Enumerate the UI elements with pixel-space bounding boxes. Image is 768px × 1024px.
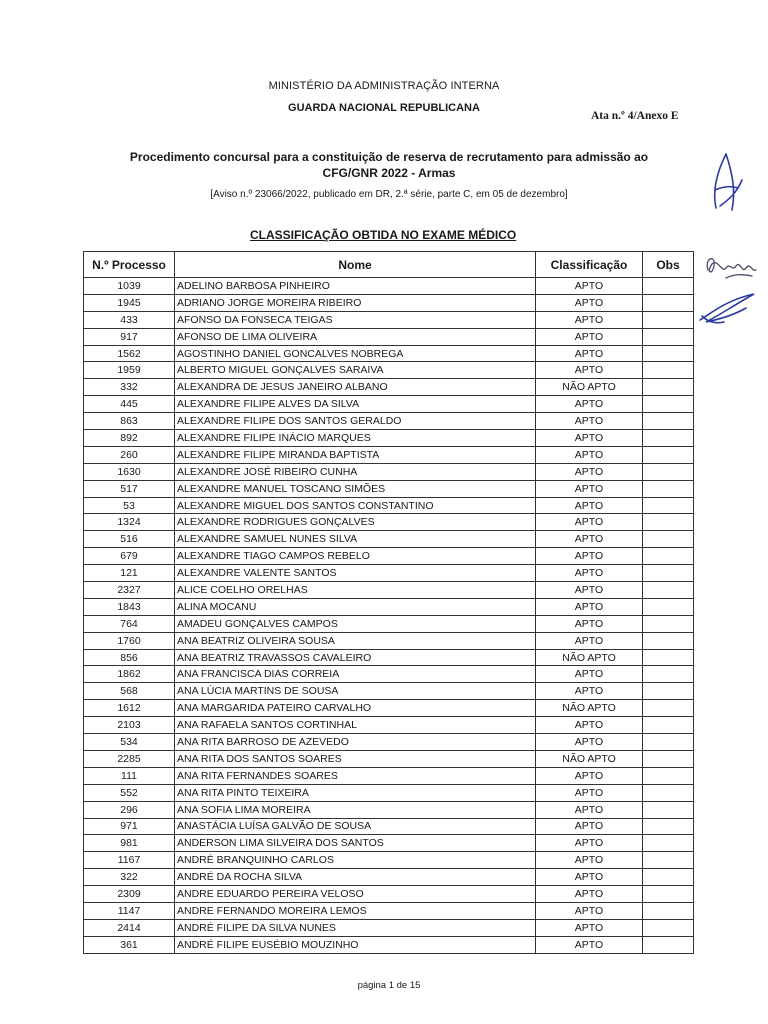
candidate-name-cell: ANDRÉ FILIPE EUSÉBIO MOUZINHO [175,936,536,953]
candidate-name-cell: AMADEU GONÇALVES CAMPOS [175,615,536,632]
table-row [84,480,694,497]
table-row [84,801,694,818]
obs-cell [643,548,694,565]
candidate-name-cell: ALEXANDRE MIGUEL DOS SANTOS CONSTANTINO [175,497,536,514]
candidate-name-cell: ANDRE EDUARDO PEREIRA VELOSO [175,886,536,903]
obs-cell [643,902,694,919]
obs-cell [643,632,694,649]
obs-cell [643,734,694,751]
process-number-cell: 1612 [84,700,175,717]
obs-cell [643,598,694,615]
process-number-cell: 2414 [84,919,175,936]
candidate-name-cell: ALEXANDRE TIAGO CAMPOS REBELO [175,548,536,565]
classification-cell: APTO [536,869,643,886]
candidate-name-cell: AGOSTINHO DANIEL GONCALVES NOBREGA [175,345,536,362]
table-row [84,379,694,396]
candidate-name-cell: ANDRÉ FILIPE DA SILVA NUNES [175,919,536,936]
table-header-row [84,252,694,278]
process-number-cell: 856 [84,649,175,666]
candidate-name-cell: ALEXANDRE SAMUEL NUNES SILVA [175,531,536,548]
process-number-cell: 764 [84,615,175,632]
classification-cell: APTO [536,717,643,734]
classification-cell: APTO [536,734,643,751]
process-number-cell: 1760 [84,632,175,649]
table-row [84,531,694,548]
classification-cell: APTO [536,683,643,700]
obs-cell [643,615,694,632]
table-row [84,328,694,345]
classification-cell: NÃO APTO [536,379,643,396]
table-row [84,565,694,582]
obs-cell [643,683,694,700]
candidate-name-cell: ALBERTO MIGUEL GONÇALVES SARAIVA [175,362,536,379]
classification-cell: APTO [536,311,643,328]
column-header-process-number: N.º Processo [84,252,175,278]
candidate-name-cell: ALICE COELHO ORELHAS [175,582,536,599]
candidate-name-cell: ALEXANDRA DE JESUS JANEIRO ALBANO [175,379,536,396]
table-row [84,902,694,919]
process-number-cell: 260 [84,446,175,463]
table-row [84,463,694,480]
classification-cell: APTO [536,936,643,953]
process-number-cell: 2285 [84,750,175,767]
obs-cell [643,869,694,886]
table-row [84,598,694,615]
table-row [84,311,694,328]
process-number-cell: 121 [84,565,175,582]
process-number-cell: 679 [84,548,175,565]
candidate-name-cell: ALEXANDRE JOSÉ RIBEIRO CUNHA [175,463,536,480]
classification-cell: APTO [536,902,643,919]
table-row [84,548,694,565]
table-row [84,278,694,295]
table-row [84,835,694,852]
medical-exam-results-table [83,251,694,954]
candidate-name-cell: ALEXANDRE FILIPE ALVES DA SILVA [175,396,536,413]
table-row [84,413,694,430]
table-row [84,936,694,953]
obs-cell [643,294,694,311]
classification-cell: APTO [536,480,643,497]
obs-cell [643,784,694,801]
obs-cell [643,818,694,835]
classification-cell: APTO [536,818,643,835]
candidate-name-cell: ANASTÁCIA LUÍSA GALVÃO DE SOUSA [175,818,536,835]
classification-cell: APTO [536,801,643,818]
obs-cell [643,936,694,953]
candidate-name-cell: ALEXANDRE FILIPE DOS SANTOS GERALDO [175,413,536,430]
process-number-cell: 863 [84,413,175,430]
classification-cell: APTO [536,886,643,903]
candidate-name-cell: ANA RITA DOS SANTOS SOARES [175,750,536,767]
obs-cell [643,717,694,734]
table-row [84,514,694,531]
table-row [84,430,694,447]
column-header-classification: Classificação [536,252,643,278]
table-row [84,919,694,936]
candidate-name-cell: ALEXANDRE MANUEL TOSCANO SIMÕES [175,480,536,497]
candidate-name-cell: ANA BEATRIZ OLIVEIRA SOUSA [175,632,536,649]
page-number: página 1 de 15 [357,980,421,991]
process-number-cell: 111 [84,767,175,784]
process-number-cell: 1862 [84,666,175,683]
obs-cell [643,886,694,903]
procedure-title-line2: CFG/GNR 2022 - Armas [322,166,456,180]
table-row [84,683,694,700]
process-number-cell: 971 [84,818,175,835]
candidate-name-cell: ALEXANDRE FILIPE MIRANDA BAPTISTA [175,446,536,463]
candidate-name-cell: ANA SOFIA LIMA MOREIRA [175,801,536,818]
ata-reference: Ata n.º 4/Anexo E [591,110,679,122]
obs-cell [643,531,694,548]
candidate-name-cell: ANA RITA PINTO TEIXEIRA [175,784,536,801]
classification-cell: APTO [536,463,643,480]
obs-cell [643,497,694,514]
table-row [84,666,694,683]
candidate-name-cell: ANDERSON LIMA SILVEIRA DOS SANTOS [175,835,536,852]
process-number-cell: 917 [84,328,175,345]
classification-cell: APTO [536,294,643,311]
process-number-cell: 1630 [84,463,175,480]
process-number-cell: 433 [84,311,175,328]
obs-cell [643,801,694,818]
procedure-title-line1: Procedimento concursal para a constituição de reserva de recrutamento para admissão ao [129,150,649,164]
classification-cell: NÃO APTO [536,750,643,767]
process-number-cell: 445 [84,396,175,413]
process-number-cell: 296 [84,801,175,818]
process-number-cell: 534 [84,734,175,751]
table-row [84,886,694,903]
process-number-cell: 552 [84,784,175,801]
obs-cell [643,700,694,717]
obs-cell [643,446,694,463]
ministry-name: MINISTÉRIO DA ADMINISTRAÇÃO INTERNA [268,80,500,92]
classification-cell: APTO [536,565,643,582]
obs-cell [643,463,694,480]
candidate-name-cell: ALEXANDRE RODRIGUES GONÇALVES [175,514,536,531]
classification-cell: APTO [536,767,643,784]
classification-cell: APTO [536,632,643,649]
obs-cell [643,430,694,447]
process-number-cell: 322 [84,869,175,886]
classification-cell: APTO [536,446,643,463]
notice-reference: [Aviso n.º 23066/2022, publicado em DR, 2.ª série, parte C, em 05 de dezembro] [210,189,568,200]
process-number-cell: 361 [84,936,175,953]
classification-cell: APTO [536,615,643,632]
process-number-cell: 332 [84,379,175,396]
table-row [84,700,694,717]
classification-cell: APTO [536,919,643,936]
obs-cell [643,278,694,295]
obs-cell [643,649,694,666]
obs-cell [643,311,694,328]
process-number-cell: 1147 [84,902,175,919]
process-number-cell: 2309 [84,886,175,903]
classification-cell: APTO [536,598,643,615]
table-row [84,869,694,886]
table-row [84,818,694,835]
obs-cell [643,379,694,396]
classification-cell: APTO [536,666,643,683]
candidate-name-cell: ALEXANDRE VALENTE SANTOS [175,565,536,582]
process-number-cell: 516 [84,531,175,548]
obs-cell [643,328,694,345]
process-number-cell: 2327 [84,582,175,599]
candidate-name-cell: ANA FRANCISCA DIAS CORREIA [175,666,536,683]
classification-cell: APTO [536,531,643,548]
table-row [84,767,694,784]
table-row [84,632,694,649]
section-title: CLASSIFICAÇÃO OBTIDA NO EXAME MÉDICO [250,228,517,242]
obs-cell [643,750,694,767]
obs-cell [643,396,694,413]
classification-cell: APTO [536,514,643,531]
obs-cell [643,565,694,582]
signature-mark-2-icon [702,248,758,288]
guard-name: GUARDA NACIONAL REPUBLICANA [288,102,480,114]
process-number-cell: 1562 [84,345,175,362]
column-header-obs: Obs [643,252,694,278]
table-row [84,852,694,869]
classification-cell: APTO [536,345,643,362]
classification-cell: APTO [536,784,643,801]
process-number-cell: 517 [84,480,175,497]
process-number-cell: 1959 [84,362,175,379]
classification-cell: APTO [536,430,643,447]
obs-cell [643,582,694,599]
table-row [84,734,694,751]
classification-cell: NÃO APTO [536,700,643,717]
obs-cell [643,413,694,430]
classification-cell: APTO [536,548,643,565]
obs-cell [643,480,694,497]
candidate-name-cell: AFONSO DE LIMA OLIVEIRA [175,328,536,345]
column-header-name: Nome [175,252,536,278]
obs-cell [643,852,694,869]
obs-cell [643,919,694,936]
process-number-cell: 1324 [84,514,175,531]
process-number-cell: 1843 [84,598,175,615]
candidate-name-cell: ANA RAFAELA SANTOS CORTINHAL [175,717,536,734]
candidate-name-cell: ANA RITA BARROSO DE AZEVEDO [175,734,536,751]
candidate-name-cell: ANDRÉ DA ROCHA SILVA [175,869,536,886]
table-row [84,446,694,463]
table-row [84,362,694,379]
candidate-name-cell: AFONSO DA FONSECA TEIGAS [175,311,536,328]
classification-cell: APTO [536,362,643,379]
table-row [84,615,694,632]
candidate-name-cell: ALEXANDRE FILIPE INÁCIO MARQUES [175,430,536,447]
process-number-cell: 568 [84,683,175,700]
obs-cell [643,345,694,362]
candidate-name-cell: ANA MARGARIDA PATEIRO CARVALHO [175,700,536,717]
process-number-cell: 892 [84,430,175,447]
candidate-name-cell: ADRIANO JORGE MOREIRA RIBEIRO [175,294,536,311]
process-number-cell: 1167 [84,852,175,869]
classification-cell: APTO [536,835,643,852]
table-row [84,345,694,362]
process-number-cell: 2103 [84,717,175,734]
classification-cell: APTO [536,852,643,869]
candidate-name-cell: ANDRÉ BRANQUINHO CARLOS [175,852,536,869]
table-body [84,278,694,954]
obs-cell [643,666,694,683]
candidate-name-cell: ALINA MOCANU [175,598,536,615]
candidate-name-cell: ADELINO BARBOSA PINHEIRO [175,278,536,295]
obs-cell [643,362,694,379]
classification-cell: APTO [536,413,643,430]
candidate-name-cell: ANA BEATRIZ TRAVASSOS CAVALEIRO [175,649,536,666]
process-number-cell: 1039 [84,278,175,295]
signature-mark-1-icon [706,150,748,215]
obs-cell [643,835,694,852]
candidate-name-cell: ANA LÚCIA MARTINS DE SOUSA [175,683,536,700]
classification-cell: APTO [536,396,643,413]
process-number-cell: 53 [84,497,175,514]
table-row [84,582,694,599]
table-row [84,294,694,311]
classification-cell: APTO [536,278,643,295]
classification-cell: NÃO APTO [536,649,643,666]
process-number-cell: 981 [84,835,175,852]
classification-cell: APTO [536,497,643,514]
table-row [84,750,694,767]
classification-cell: APTO [536,328,643,345]
table-row [84,717,694,734]
obs-cell [643,514,694,531]
table-row [84,784,694,801]
table-row [84,396,694,413]
process-number-cell: 1945 [84,294,175,311]
signature-mark-3-icon [696,286,760,330]
candidate-name-cell: ANA RITA FERNANDES SOARES [175,767,536,784]
obs-cell [643,767,694,784]
table-row [84,649,694,666]
classification-cell: APTO [536,582,643,599]
table-row [84,497,694,514]
candidate-name-cell: ANDRE FERNANDO MOREIRA LEMOS [175,902,536,919]
